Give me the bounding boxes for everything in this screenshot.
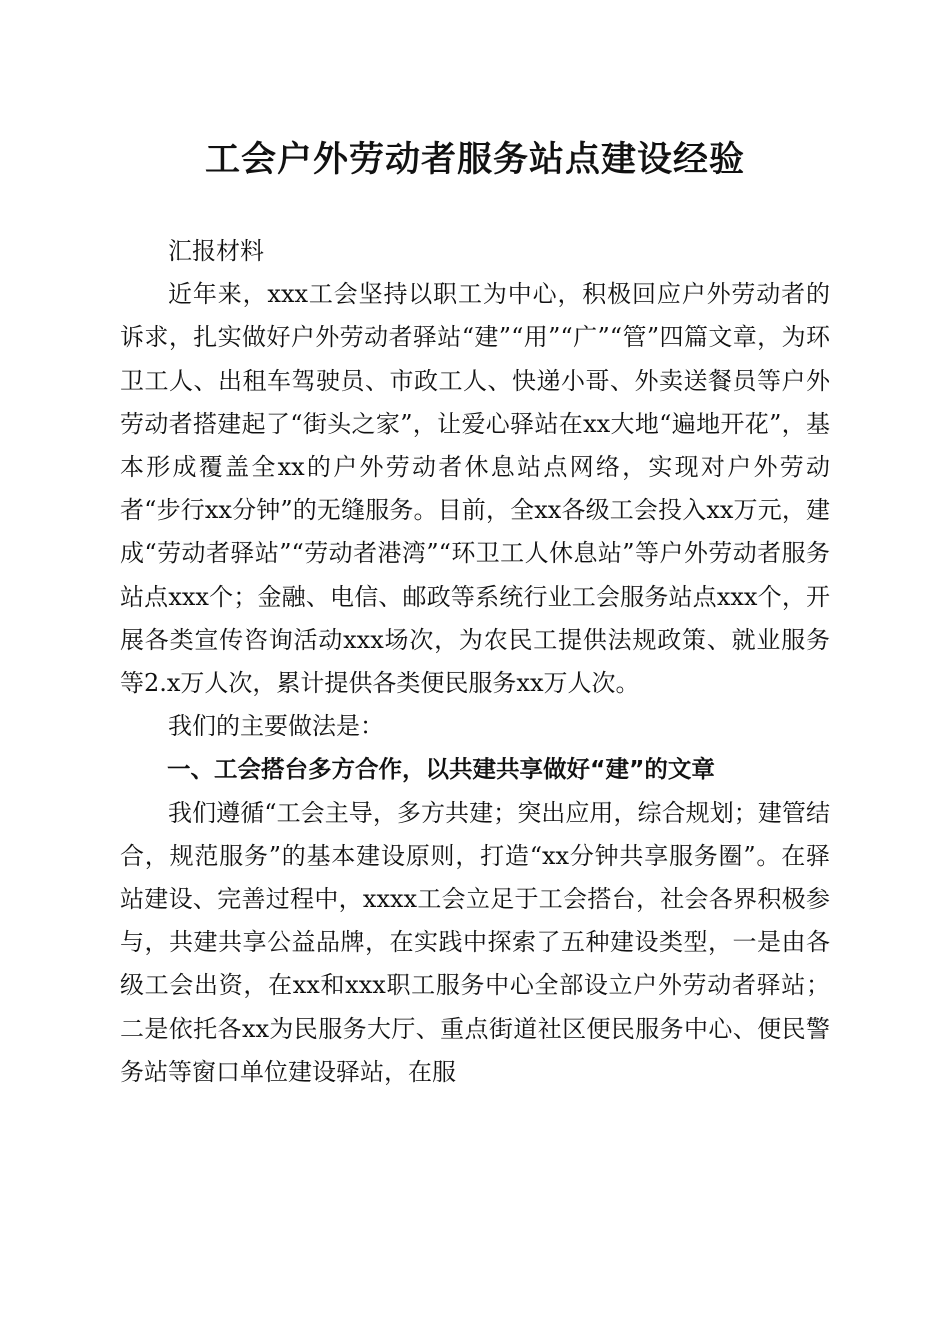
document-body <box>120 230 830 1094</box>
document-title: 工会户外劳动者服务站点建设经验 <box>204 139 745 180</box>
section-heading-1: 一、工会搭台多方合作，以共建共享做好“建”的文章 <box>167 755 715 784</box>
paragraph-main-practices: 我们的主要做法是： <box>168 712 384 741</box>
paragraph-introduction: 近年来，xxx工会坚持以职工为中心，积极回应户外劳动者的诉求，扎实做好户外劳动者驿站“建”“用”“广”“管”四篇文章，为环卫工人、出租车驾驶员、市政工人、快递小哥、外卖送餐员等户外劳动者搭建起了“街头之家”，让爱心驿站在xx大地“遍地开花”，基本形成覆盖全xx的户外劳动者休息站点网络，实现对户外劳动者“步行xx分钟”的无缝服务。目前，全xx各级工会投入xx万元，建成“劳动者驿站”“劳动者港湾”“环卫工人休息站”等户外劳动者服务站点xxx个；金融、电信、邮政等系统行业工会服务站点xxx个，开展各类宣传咨询活动xxx场次，为农民工提供法规政策、就业服务等2.x万人次，累计提供各类便民服务xx万人次。 <box>120 280 830 698</box>
paragraph-section-1: 我们遵循“工会主导，多方共建；突出应用，综合规划；建管结合，规范服务”的基本建设原则，打造“xx分钟共享服务圈”。在驿站建设、完善过程中，xxxx工会立足于工会搭台，社会各界积极参与，共建共享公益品牌，在实践中探索了五种建设类型，一是由各级工会出资，在xx和xxx职工服务中心全部设立户外劳动者驿站；二是依托各xx为民服务大厅、重点街道社区便民服务中心、便民警务站等窗口单位建设驿站，在服 <box>120 798 830 1086</box>
paragraph-report-label: 汇报材料 <box>168 237 264 265</box>
